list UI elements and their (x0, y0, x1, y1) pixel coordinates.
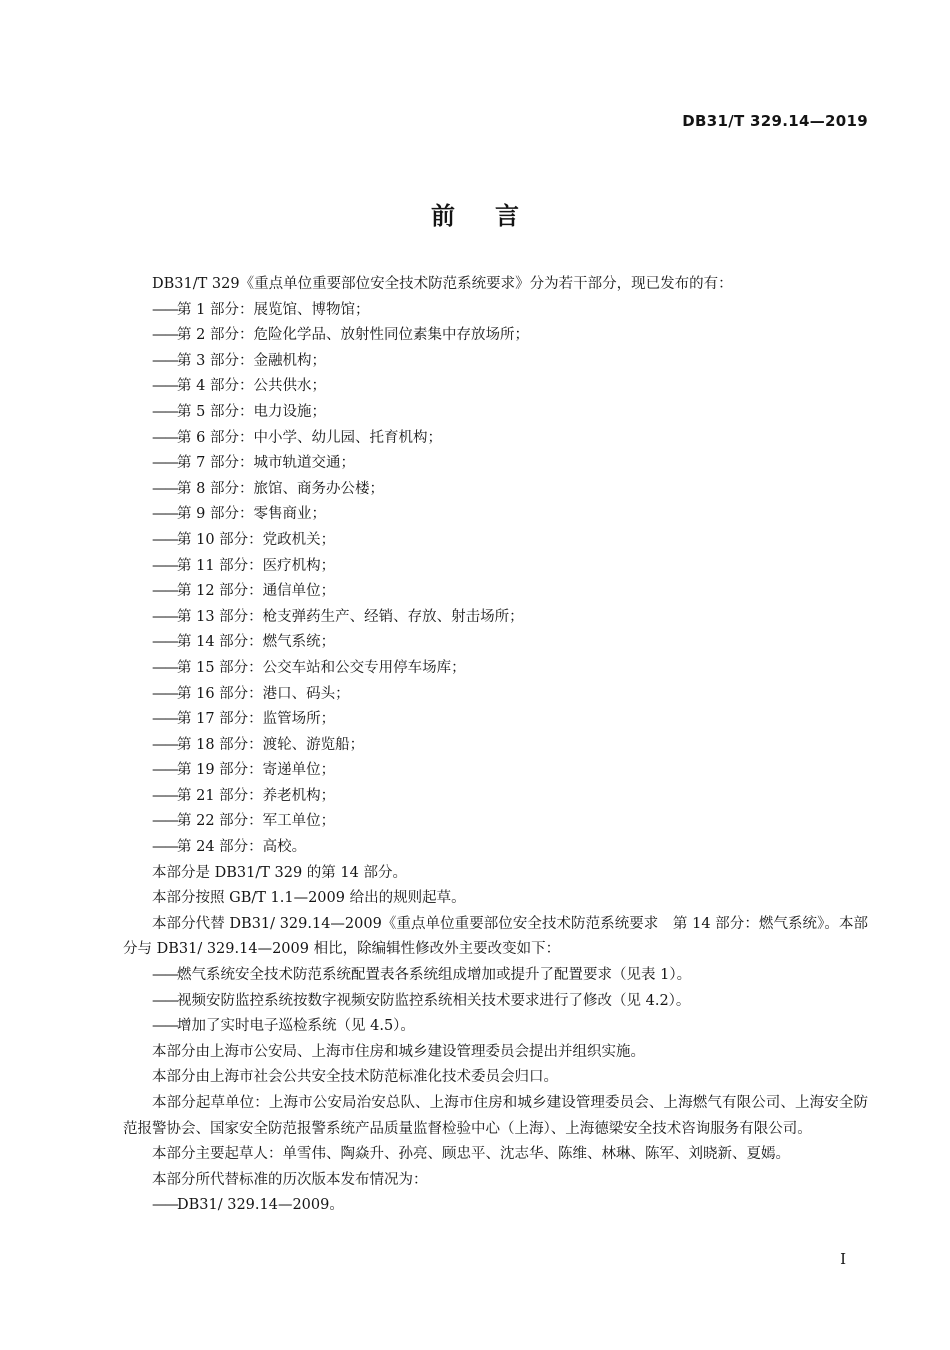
part-list-item: ——第 15 部分：公交车站和公交专用停车场库； (152, 659, 466, 676)
proposed-by-paragraph: 本部分由上海市公安局、上海市住房和城乡建设管理委员会提出并组织实施。 (152, 1043, 645, 1060)
part-list-item: ——第 13 部分：枪支弹药生产、经销、存放、射击场所； (152, 608, 524, 625)
page-number: I (840, 1250, 846, 1268)
part-list-item: ——第 1 部分：展览馆、博物馆； (152, 301, 370, 318)
dash-mark: —— (152, 608, 177, 625)
dash-mark: —— (152, 967, 177, 984)
drafters-paragraph: 本部分主要起草人：单雪伟、陶焱升、孙亮、顾忠平、沈志华、陈维、林琳、陈军、刘晓新、夏嫣。 (152, 1146, 790, 1163)
dash-mark: —— (152, 762, 177, 779)
part-list-item: ——第 12 部分：通信单位； (152, 583, 336, 600)
dash-mark: —— (152, 659, 177, 676)
dash-mark: —— (152, 583, 177, 600)
dash-mark: —— (152, 839, 177, 856)
part-list-item: ——第 11 部分：医疗机构； (152, 557, 336, 574)
part-list-item: ——第 8 部分：旅馆、商务办公楼； (152, 480, 384, 497)
dash-mark: —— (152, 506, 177, 523)
part-list-item: ——第 14 部分：燃气系统； (152, 634, 336, 651)
dash-mark: —— (152, 1197, 177, 1214)
drafting-units-paragraph: 本部分起草单位：上海市公安局治安总队、上海市住房和城乡建设管理委员会、上海燃气有限公司、上海安全防范报警协会、国家安全防范报警系统产品质量监督检验中心（上海）、上海德梁安全技术咨询服务有限公司。 (123, 1095, 868, 1137)
dash-mark: —— (152, 1018, 177, 1035)
replaces-paragraph: 本部分代替 DB31/ 329.14—2009《重点单位重要部位安全技术防范系统要求 第 14 部分：燃气系统》。本部分与 DB31/ 329.14—2009 相比，除编辑性修改外主要改变如下： (123, 915, 868, 958)
page-title: 前言 (431, 202, 559, 230)
part-list-item: ——第 4 部分：公共供水； (152, 378, 326, 395)
dash-mark: —— (152, 787, 177, 804)
dash-mark: —— (152, 429, 177, 446)
dash-mark: —— (152, 992, 177, 1009)
part-list-item: ——第 9 部分：零售商业； (152, 506, 326, 523)
dash-mark: —— (152, 736, 177, 753)
document-code: DB31/T 329.14—2019 (682, 112, 868, 130)
this-part-paragraph: 本部分是 DB31/T 329 的第 14 部分。 (152, 864, 407, 881)
intro-paragraph: DB31/T 329《重点单位重要部位安全技术防范系统要求》分为若干部分，现已发布的有： (152, 276, 733, 292)
part-list-item: ——第 22 部分：军工单位； (152, 813, 336, 830)
drafting-rules-paragraph: 本部分按照 GB/T 1.1—2009 给出的规则起草。 (152, 890, 466, 907)
part-list-item: ——第 5 部分：电力设施； (152, 403, 326, 420)
dash-mark: —— (152, 301, 177, 318)
dash-mark: —— (152, 327, 177, 344)
part-list-item: ——第 3 部分：金融机构； (152, 352, 326, 369)
part-list-item: ——第 6 部分：中小学、幼儿园、托育机构； (152, 429, 442, 446)
part-list-item: ——第 24 部分：高校。 (152, 839, 307, 856)
dash-mark: —— (152, 557, 177, 574)
under-paragraph: 本部分由上海市社会公共安全技术防范标准化技术委员会归口。 (152, 1069, 558, 1086)
dash-mark: —— (152, 352, 177, 369)
part-list-item: ——第 10 部分：党政机关； (152, 531, 336, 548)
part-list-item: ——第 21 部分：养老机构； (152, 787, 336, 804)
dash-mark: —— (152, 685, 177, 702)
history-intro-paragraph: 本部分所代替标准的历次版本发布情况为： (152, 1171, 428, 1188)
part-list-item: ——第 7 部分：城市轨道交通； (152, 455, 355, 472)
document-body (123, 272, 868, 1219)
dash-mark: —— (152, 455, 177, 472)
dash-mark: —— (152, 480, 177, 497)
history-item: ——DB31/ 329.14—2009。 (152, 1197, 344, 1214)
dash-mark: —— (152, 531, 177, 548)
dash-mark: —— (152, 378, 177, 395)
part-list-item: ——第 19 部分：寄递单位； (152, 762, 336, 779)
dash-mark: —— (152, 813, 177, 830)
change-list-item: ——增加了实时电子巡检系统（见 4.5）。 (152, 1018, 415, 1035)
dash-mark: —— (152, 711, 177, 728)
parts-list (123, 298, 868, 861)
part-list-item: ——第 2 部分：危险化学品、放射性同位素集中存放场所； (152, 327, 529, 344)
part-list-item: ——第 16 部分：港口、码头； (152, 685, 350, 702)
change-list-item: ——燃气系统安全技术防范系统配置表各系统组成增加或提升了配置要求（见表 1）。 (152, 967, 692, 984)
part-list-item: ——第 17 部分：监管场所； (152, 711, 336, 728)
part-list-item: ——第 18 部分：渡轮、游览船； (152, 736, 365, 753)
dash-mark: —— (152, 634, 177, 651)
dash-mark: —— (152, 403, 177, 420)
changes-list (123, 963, 868, 1040)
change-list-item: ——视频安防监控系统按数字视频安防监控系统相关技术要求进行了修改（见 4.2）。 (152, 992, 691, 1009)
